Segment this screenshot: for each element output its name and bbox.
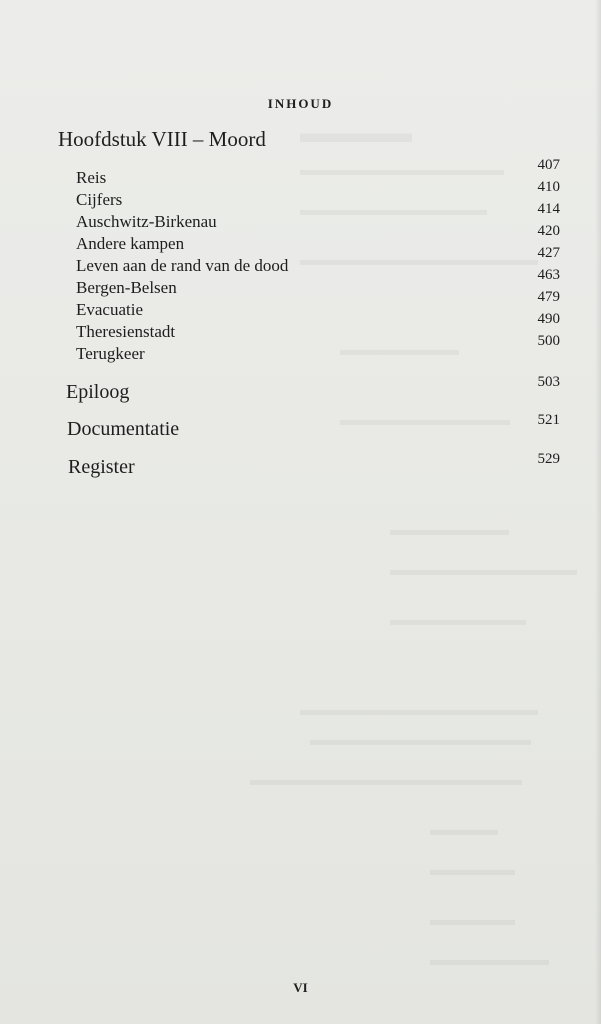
toc-entry-evacuatie: Evacuatie <box>76 300 144 319</box>
toc-page-documentatie: 521 <box>537 412 560 428</box>
toc-entry-terugkeer: Terugkeer <box>76 344 145 363</box>
toc-entry-theresienstadt: Theresienstadt <box>76 322 176 341</box>
toc-entry-cijfers: Cijfers <box>76 190 123 209</box>
toc-page-cijfers: 414 <box>537 201 560 217</box>
contents-heading: INHOUD <box>267 96 334 111</box>
book-page: ▬▬▬▬ ▬▬▬▬▬▬▬▬▬▬▬▬ ▬▬▬▬▬▬▬▬▬▬▬ ▬▬▬▬▬▬▬▬▬▬▬▬▬▬ ▬▬▬▬▬▬▬ ▬▬▬▬▬▬▬▬▬▬ ▬▬▬▬▬▬▬ ▬▬▬▬▬▬▬▬▬▬▬ ▬▬▬▬▬▬▬▬ ▬▬▬▬▬▬▬▬▬▬▬▬▬▬ ▬▬▬▬▬▬▬▬▬▬▬▬▬ ▬▬▬▬▬▬▬▬▬▬▬▬▬▬▬▬ ▬▬▬▬ ▬▬▬▬▬ ▬▬▬▬▬ ▬▬▬▬▬▬▬ INHOUD Hoofdstuk VIII – Moord 407 Reis 410 Cijfers 414 Auschwitz-Birkenau 420 Andere kampen 427 Leven aan de rand van de dood 463 Bergen-Belsen 479 Evacuatie 490 Theresienstadt 500 Terugkeer Epiloog 503 Documentatie 521 Register 529 VI <box>0 0 601 1024</box>
toc-entry-documentatie: Documentatie <box>67 418 180 440</box>
toc-page-andere-kampen: 427 <box>537 245 560 261</box>
toc-page-epiloog: 503 <box>537 374 560 390</box>
toc-entry-auschwitz-birkenau: Auschwitz-Birkenau <box>76 212 217 231</box>
toc-page-bergen-belsen: 479 <box>537 289 560 305</box>
toc-entry-andere-kampen: Andere kampen <box>76 234 185 253</box>
toc-page-theresienstadt: 500 <box>537 333 560 349</box>
chapter-title: Hoofdstuk VIII – Moord <box>58 127 266 151</box>
toc-page-auschwitz-birkenau: 420 <box>537 223 560 239</box>
toc-entry-register: Register <box>68 456 135 478</box>
toc-entry-leven-aan-de-rand: Leven aan de rand van de dood <box>76 256 289 275</box>
toc-page-leven-aan-de-rand: 463 <box>537 267 560 283</box>
toc-entry-bergen-belsen: Bergen-Belsen <box>76 278 177 297</box>
chapter-page-number: 407 <box>537 157 560 173</box>
toc-entry-reis: Reis <box>76 168 107 187</box>
page-edge-shadow <box>595 0 601 1024</box>
toc-page-register: 529 <box>537 451 560 467</box>
toc-page-reis: 410 <box>537 179 560 195</box>
toc-page-evacuatie: 490 <box>537 311 560 327</box>
toc-entry-epiloog: Epiloog <box>66 381 130 403</box>
page-folio: VI <box>293 980 308 995</box>
